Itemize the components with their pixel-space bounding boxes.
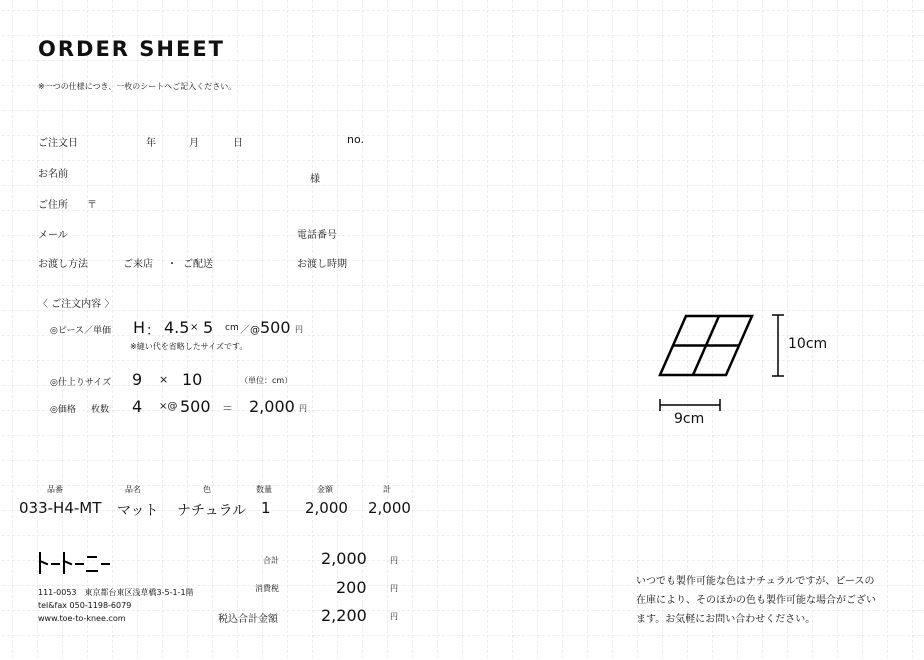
table-header-quantity: 数量	[256, 485, 272, 494]
grand-total-yen: 円	[390, 612, 398, 621]
order-total-yen: 円	[299, 404, 307, 413]
color-note-line-1: いつでも製作可能な色はナチュラルですが、ピースの	[636, 576, 875, 587]
size-unit-note: （単位：cm）	[240, 376, 293, 385]
count-value: 4	[132, 397, 143, 416]
table-cell-product-name: マット	[117, 503, 159, 519]
color-note-line-2: 在庫により、そのほかの色も製作可能な場合がござい	[636, 595, 876, 606]
seam-note: ※縫い代を省略したサイズです。	[130, 342, 248, 351]
year-label: 年	[146, 138, 156, 149]
table-header-product-code: 品番	[47, 485, 63, 494]
grand-total-label: 税込合計金額	[218, 614, 278, 625]
delivery-visit-option: ご来店	[123, 259, 153, 270]
subtotal-label: 合計	[263, 556, 279, 565]
finished-width: 9	[132, 370, 143, 389]
order-total-value: 2,000	[249, 397, 295, 416]
grand-total-value: 2,200	[321, 606, 367, 625]
height-dimension-label: 10cm	[788, 336, 828, 352]
table-cell-total: 2,000	[368, 499, 411, 517]
tax-value: 200	[336, 578, 367, 597]
page-title: ORDER SHEET	[38, 37, 225, 61]
piece-price-label: ◎ピース／単価	[50, 326, 112, 336]
width-dimension-label: 9cm	[674, 411, 705, 427]
table-header-total: 計	[383, 485, 391, 494]
piece-price-value: 500	[260, 318, 291, 337]
delivery-time-label: お渡し時期	[297, 259, 347, 270]
piece-yen: 円	[295, 325, 303, 334]
brand-logo	[36, 551, 126, 575]
piece-at: ／@	[240, 325, 260, 336]
subtotal-value: 2,000	[321, 549, 367, 568]
order-date-label: ご注文日	[38, 138, 78, 149]
unit-price-value: 500	[180, 397, 211, 416]
piece-dim-2: 5	[203, 318, 214, 337]
order-section-title: 〈 ご注文内容 〉	[38, 299, 115, 310]
month-label: 月	[189, 138, 199, 149]
piece-times: ×	[190, 322, 199, 333]
company-address: 111-0053 東京都台東区浅草橋3-5-1-1階	[38, 588, 194, 597]
name-label: お名前	[38, 169, 68, 180]
color-note-line-3: ます。お気軽にお問い合わせください。	[636, 614, 816, 625]
email-label: メール	[38, 230, 68, 241]
finished-size-label: ◎仕上りサイズ	[50, 378, 112, 388]
table-cell-color: ナチュラル	[177, 503, 247, 519]
company-website[interactable]: www.toe-to-knee.com	[38, 614, 126, 623]
size-times: ×	[159, 373, 169, 386]
table-cell-product-code: 033-H4-MT	[19, 499, 102, 517]
table-header-color: 色	[203, 485, 211, 494]
tax-label: 消費税	[255, 584, 279, 593]
equals-sign: ＝	[222, 402, 233, 415]
instruction-note: ※一つの仕様につき、一枚のシートへご記入ください。	[38, 82, 237, 91]
address-label: ご住所	[38, 200, 68, 211]
count-label: 枚数	[91, 405, 110, 415]
subtotal-yen: 円	[390, 556, 398, 565]
table-header-product-name: 品名	[125, 485, 141, 494]
table-cell-quantity: 1	[261, 499, 271, 517]
tax-yen: 円	[390, 584, 398, 593]
honorific-label: 様	[310, 174, 320, 185]
table-header-amount: 金額	[317, 485, 333, 494]
piece-unit: cm	[225, 323, 239, 333]
company-tel-fax: tel&fax 050-1198-6079	[38, 601, 132, 610]
number-label: no.	[347, 133, 365, 146]
price-times-at: ×@	[159, 401, 178, 412]
day-label: 日	[233, 138, 243, 149]
table-cell-amount: 2,000	[305, 499, 348, 517]
delivery-method-label: お渡し方法	[38, 259, 88, 270]
piece-h-mark: H	[133, 318, 146, 337]
postal-mark: 〒	[87, 200, 97, 211]
phone-label: 電話番号	[297, 230, 337, 241]
piece-colon: ：	[146, 323, 160, 339]
delivery-separator: ・	[167, 259, 177, 270]
price-label: ◎価格	[50, 405, 76, 415]
finished-height: 10	[182, 370, 203, 389]
piece-dim-1: 4.5	[164, 318, 190, 337]
delivery-ship-option: ご配送	[183, 259, 213, 270]
